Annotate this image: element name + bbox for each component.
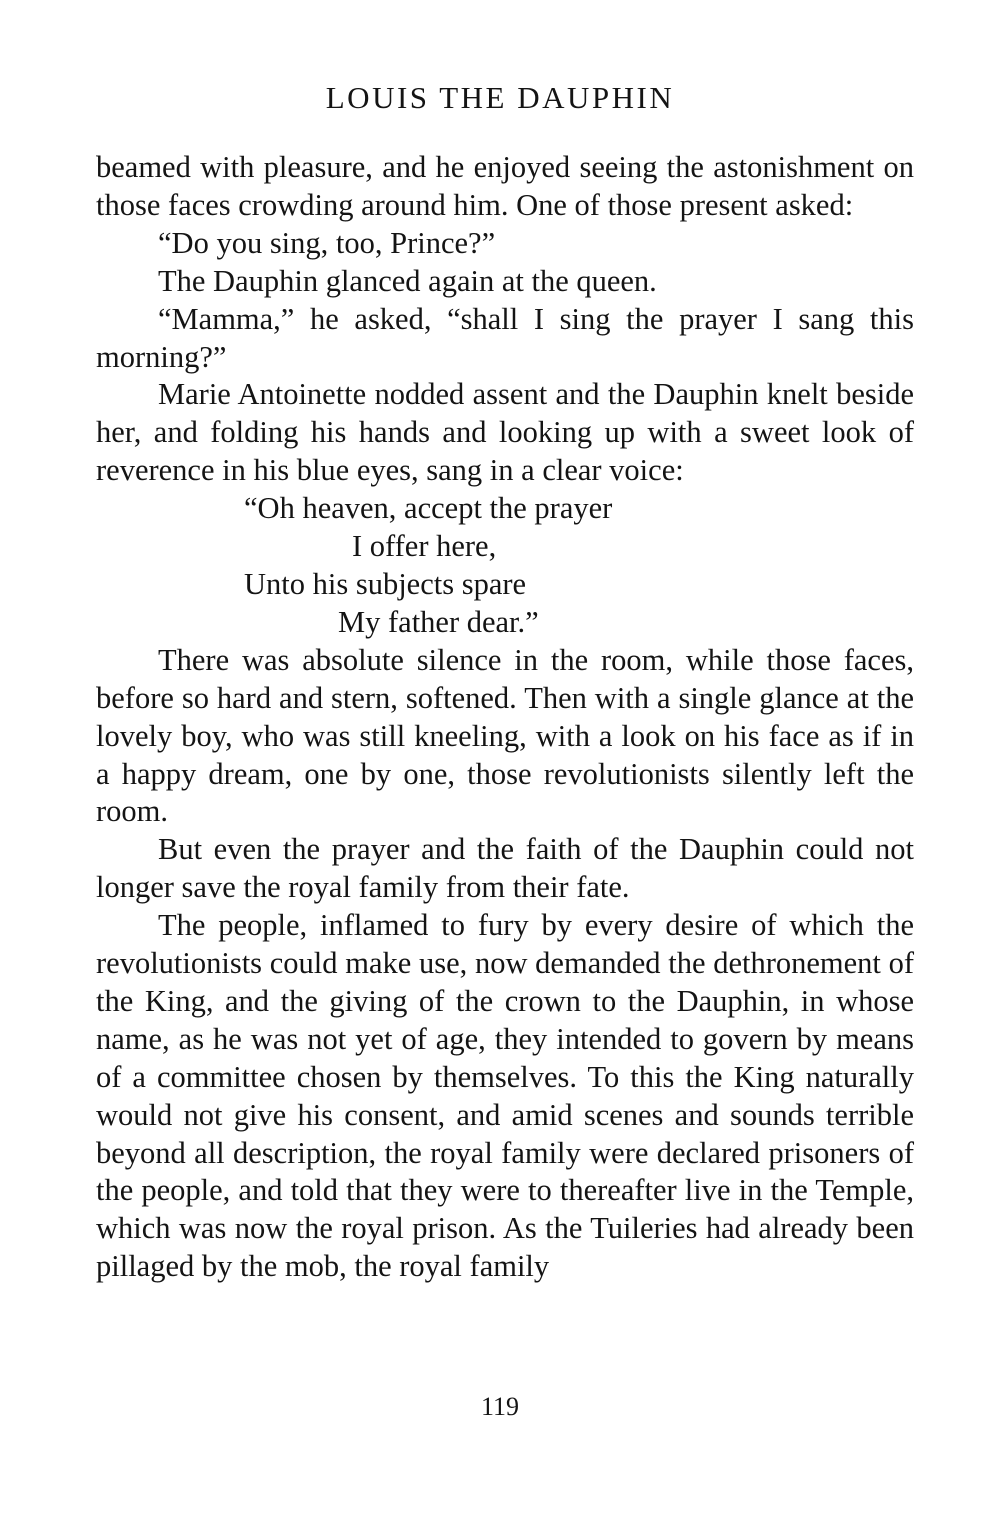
verse-line: My father dear.” <box>338 604 539 639</box>
paragraph: beamed with pleasure, and he enjoyed seeing the astonishment on those faces crowding around him. One of those present asked: <box>96 150 914 222</box>
verse-line: Unto his subjects spare <box>244 566 527 601</box>
verse <box>96 490 914 642</box>
page-body <box>96 149 914 1286</box>
paragraph: The people, inflamed to fury by every desire of which the revolutionists could make use, now demanded the dethronement of the King, and the giving of the crown to the Dauphin, in whose name, as he was not yet of age, they intended to govern by means of a committee chosen by themselves. To this the King naturally would not give his consent, and amid scenes and sounds terrible beyond all description, the royal family were declared prisoners of the people, and told that they were to thereafter live in the Temple, which was now the royal prison. As the Tuileries had already been pillaged by the mob, the royal family <box>96 908 914 1284</box>
paragraph: But even the prayer and the faith of the Dauphin could not longer save the royal family from their fate. <box>96 832 914 905</box>
paragraph: There was absolute silence in the room, while those faces, before so hard and stern, softened. Then with a single glance at the lovely boy, who was still kneeling, with a look on his face as if in a happy dream, one by one, those revolutionists silently left the room. <box>96 642 914 829</box>
paragraph: “Mamma,” he asked, “shall I sing the prayer I sang this morning?” <box>96 301 914 374</box>
verse-line: I offer here, <box>352 529 497 564</box>
paragraph: “Do you sing, too, Prince?” <box>158 225 496 260</box>
paragraph: Marie Antoinette nodded assent and the Dauphin knelt beside her, and folding his hands and looking up with a sweet look of reverence in his blue eyes, sang in a clear voice: <box>96 377 914 488</box>
page-number: 119 <box>480 1392 520 1421</box>
running-title: LOUIS THE DAUPHIN <box>325 80 675 115</box>
verse-line: “Oh heaven, accept the prayer <box>244 491 613 526</box>
paragraph: The Dauphin glanced again at the queen. <box>158 263 657 298</box>
